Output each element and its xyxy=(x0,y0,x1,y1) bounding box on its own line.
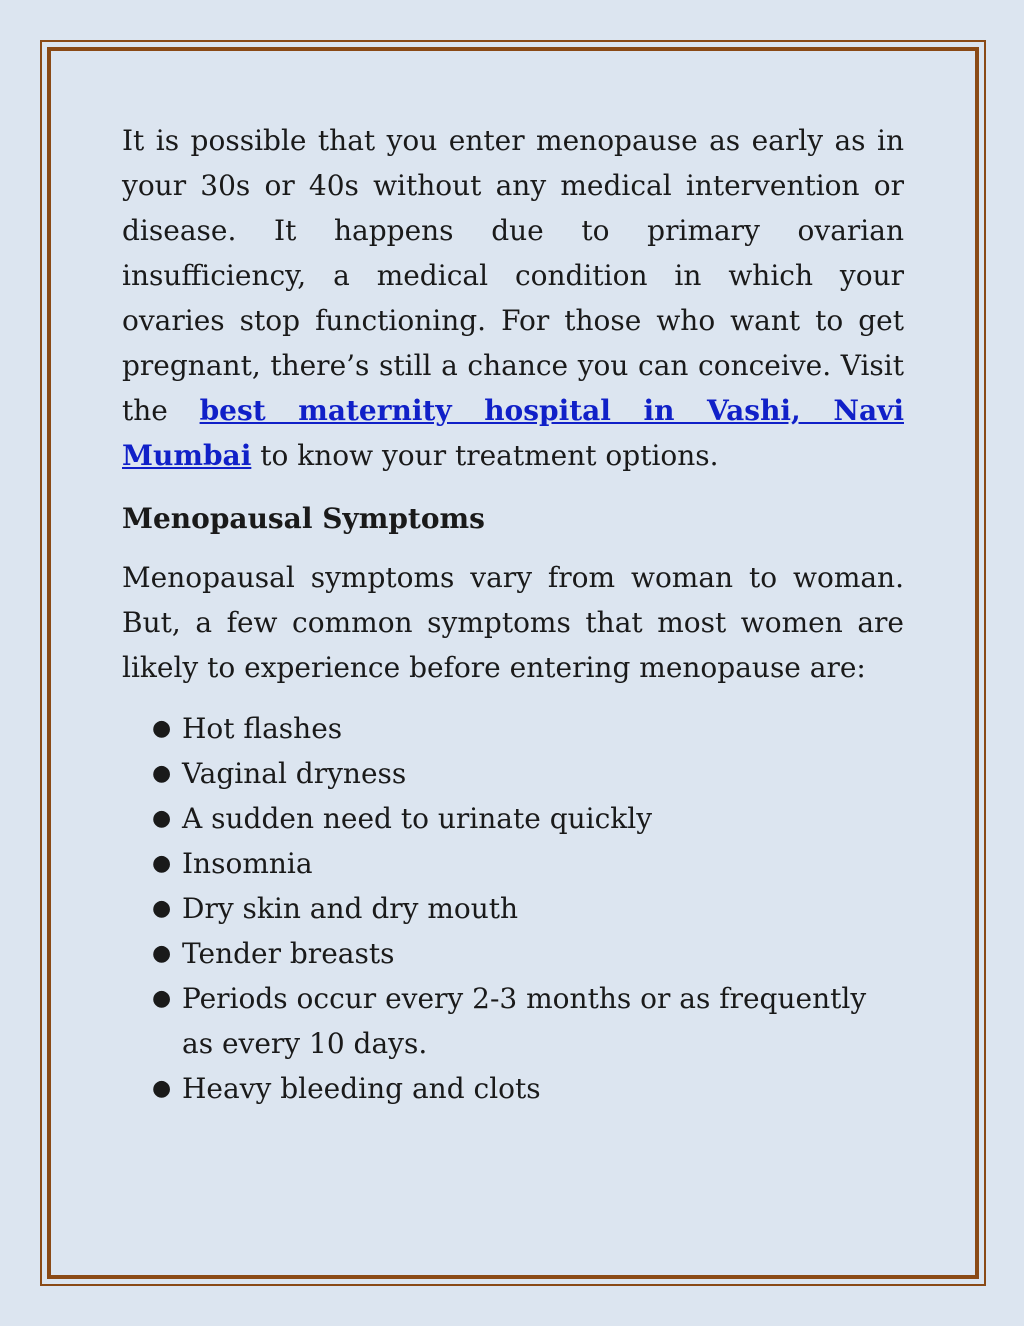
symptoms-list xyxy=(122,706,904,1111)
list-item xyxy=(152,841,904,886)
list-item xyxy=(152,976,904,1066)
list-item-text: Hot flashes xyxy=(182,712,343,745)
symptoms-intro-paragraph: Menopausal symptoms vary from woman to woman. But, a few common symptoms that most women are likely to experience before entering menopause are: xyxy=(122,561,904,684)
bullet-icon: ● xyxy=(152,851,172,876)
list-item xyxy=(152,751,904,796)
document-body xyxy=(122,118,904,1111)
list-item xyxy=(152,931,904,976)
bullet-icon: ● xyxy=(152,986,172,1011)
list-item-text: Dry skin and dry mouth xyxy=(182,892,519,925)
list-item-text: Heavy bleeding and clots xyxy=(182,1072,541,1105)
list-item-text: Periods occur every 2-3 months or as frequently as every 10 days. xyxy=(182,982,867,1060)
bullet-icon: ● xyxy=(152,806,172,831)
intro-paragraph xyxy=(122,118,904,478)
hospital-link[interactable]: best maternity hospital in Vashi, Navi Mumbai xyxy=(122,394,904,472)
list-item xyxy=(152,706,904,751)
bullet-icon: ● xyxy=(152,896,172,921)
intro-text: It is possible that you enter menopause as early as in your 30s or 40s without any medical intervention or disease. It happens due to primary ovarian insufficiency, a medical condition in which your ovaries stop functioning. For those who want to get pregnant, there’s still a chance you can conceive. Visit the xyxy=(122,124,904,427)
bullet-icon: ● xyxy=(152,716,172,741)
list-item xyxy=(152,796,904,841)
section-heading: Menopausal Symptoms xyxy=(122,502,485,535)
list-item-text: Insomnia xyxy=(182,847,313,880)
bullet-icon: ● xyxy=(152,761,172,786)
list-item xyxy=(152,886,904,931)
list-item-text: Tender breasts xyxy=(182,937,395,970)
list-item xyxy=(152,1066,904,1111)
bullet-icon: ● xyxy=(152,941,172,966)
list-item-text: Vaginal dryness xyxy=(182,757,407,790)
bullet-icon: ● xyxy=(152,1076,172,1101)
list-item-text: A sudden need to urinate quickly xyxy=(182,802,653,835)
intro-text-end: to know your treatment options. xyxy=(251,439,719,472)
